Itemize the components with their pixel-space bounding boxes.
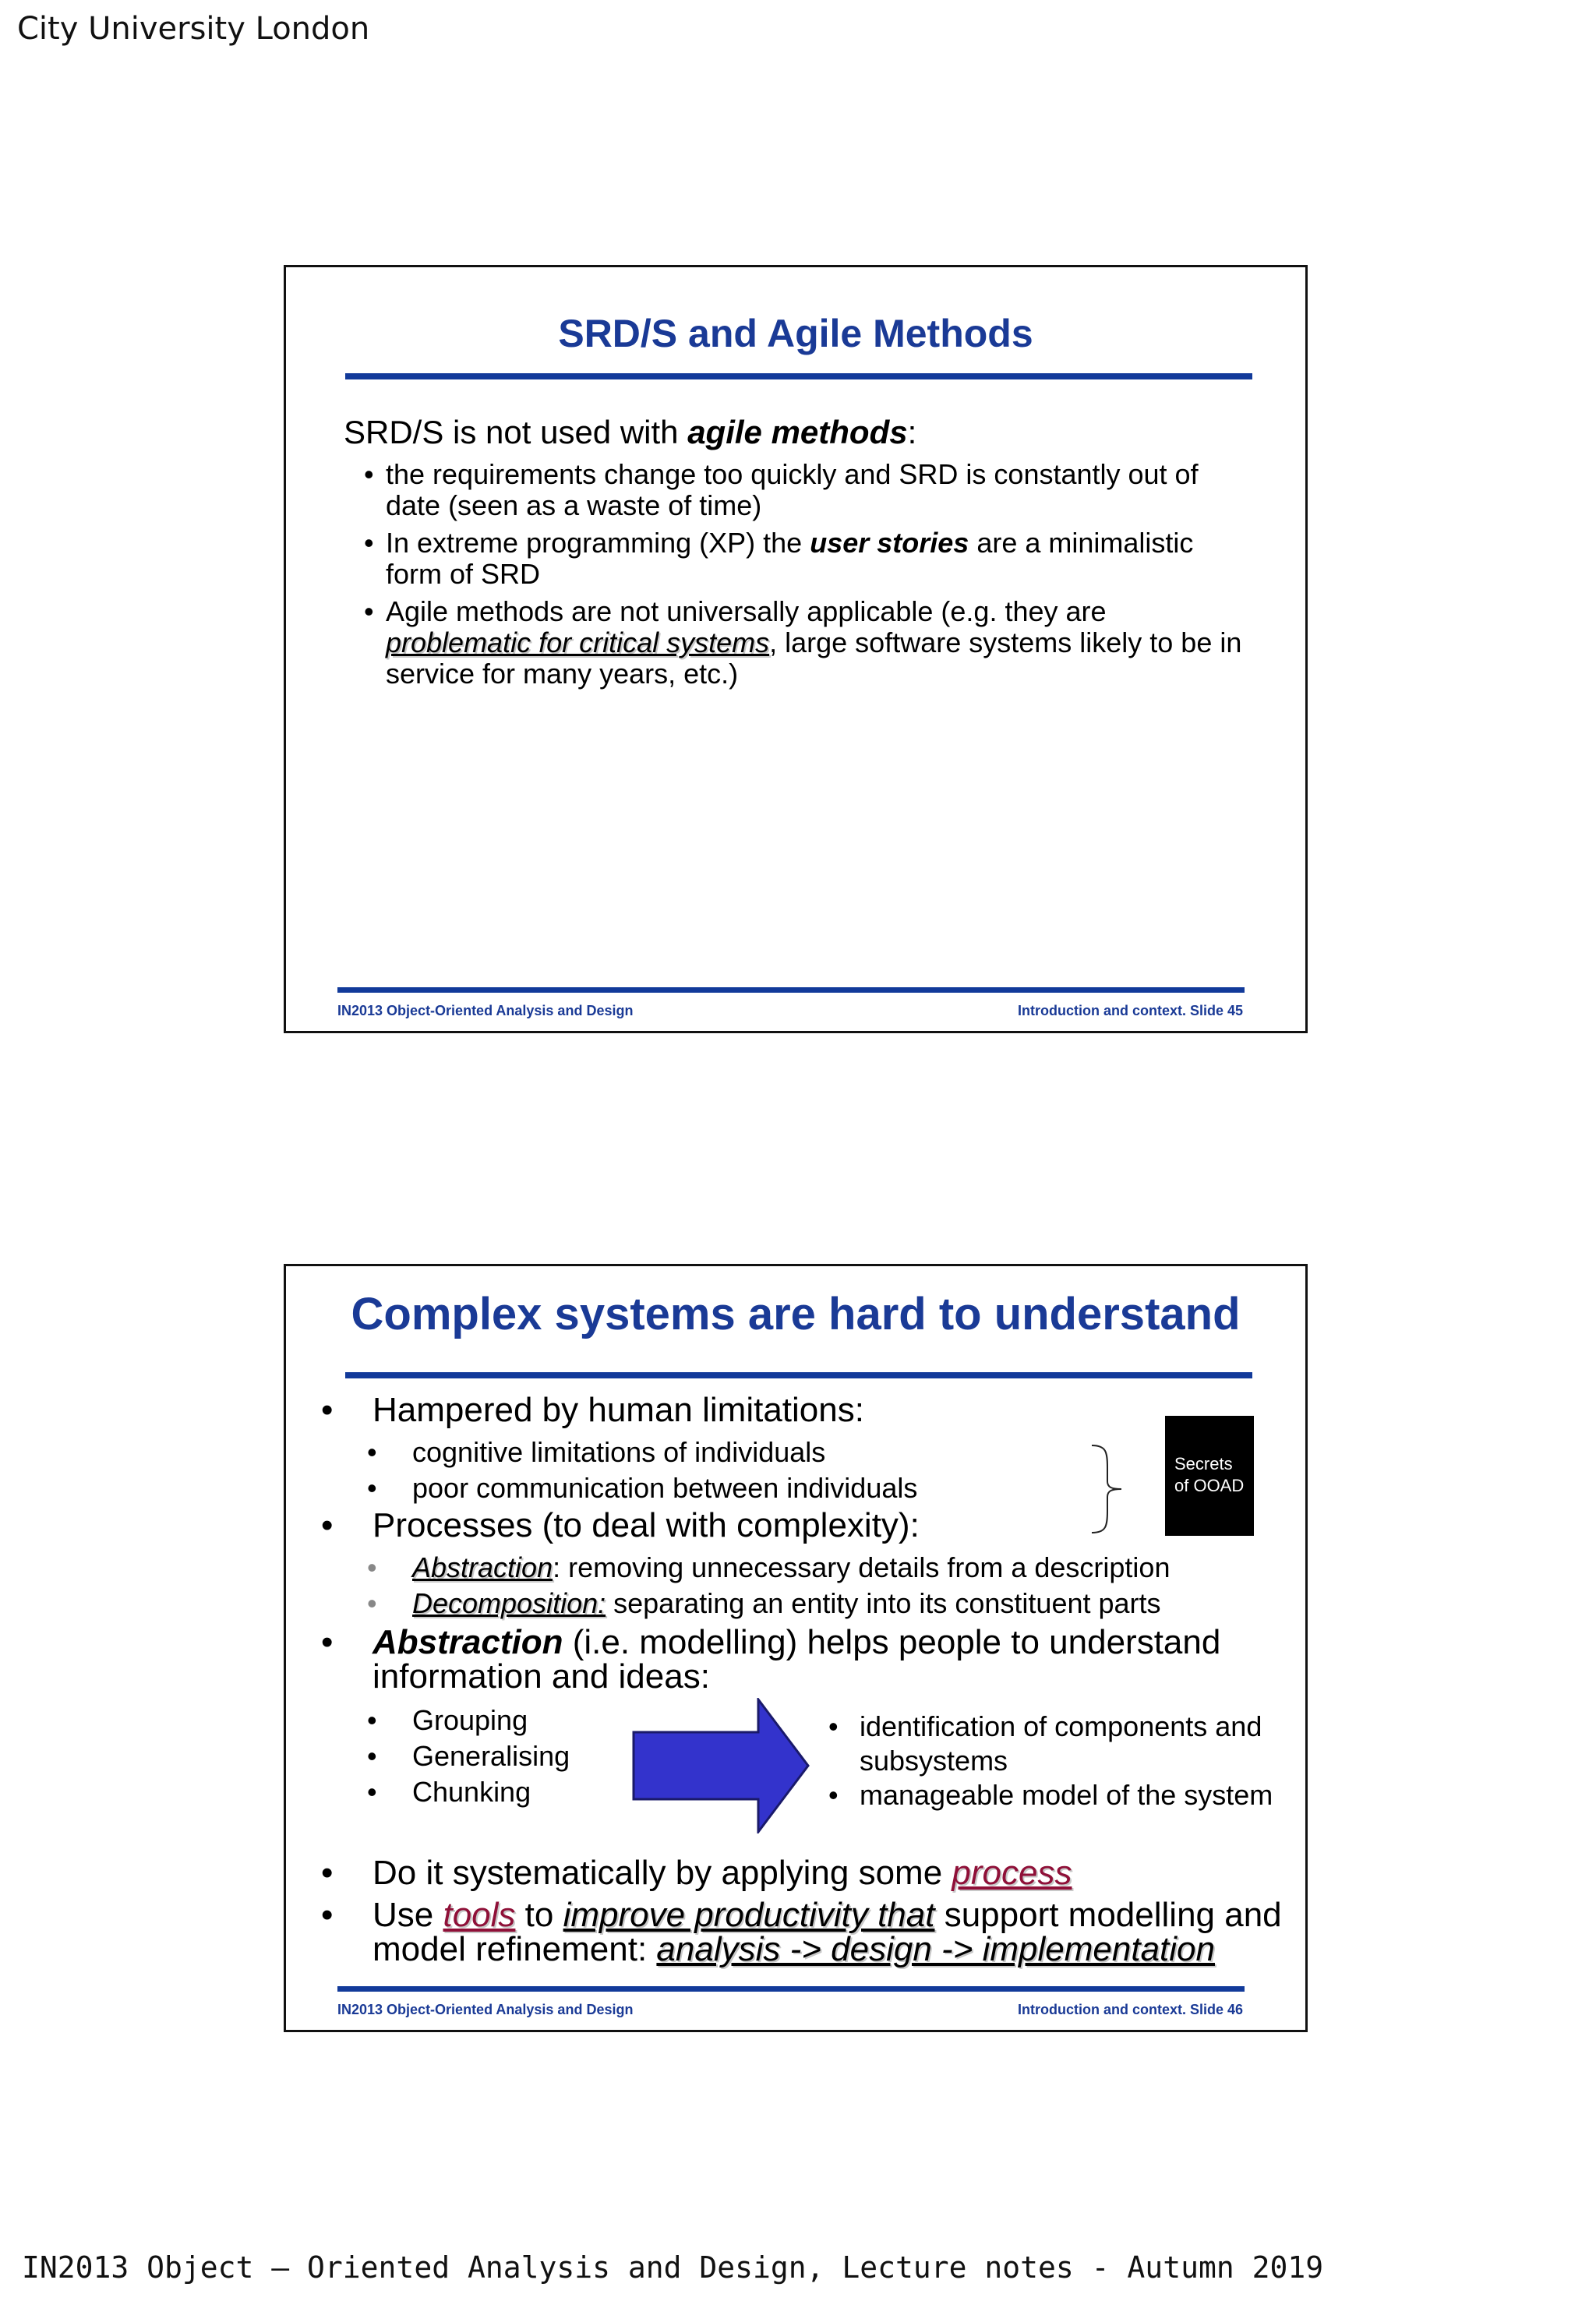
curly-brace-icon bbox=[1089, 1444, 1128, 1534]
bullet-icon: • bbox=[367, 1436, 377, 1468]
page-footer: IN2013 Object – Oriented Analysis and Design, Lecture notes - Autumn 2019 bbox=[22, 2250, 1324, 2285]
bullet-icon: • bbox=[367, 1587, 377, 1619]
title-divider bbox=[345, 373, 1252, 379]
bullet-icon: • bbox=[364, 458, 374, 490]
title-divider bbox=[345, 1372, 1252, 1378]
slide-footer-course: IN2013 Object-Oriented Analysis and Design bbox=[337, 1003, 634, 1018]
footer-divider bbox=[337, 1986, 1245, 1992]
list-item: • Agile methods are not universally applicable (e.g. they are problematic for critical systems, large software systems likely to be in service for many years, etc.) bbox=[364, 595, 1242, 690]
slide-45 bbox=[284, 265, 1308, 1033]
bullet-icon: • bbox=[367, 1551, 377, 1583]
page-header: City University London bbox=[17, 11, 370, 47]
slide-footer-number: Introduction and context. Slide 46 bbox=[1017, 2002, 1243, 2017]
slide-lead-text: SRD/S is not used with agile methods: bbox=[344, 414, 917, 450]
bullet-icon: • bbox=[367, 1740, 377, 1772]
slide-footer-course: IN2013 Object-Oriented Analysis and Design bbox=[337, 2002, 634, 2017]
bullet-icon: • bbox=[367, 1776, 377, 1808]
bullet-icon: • bbox=[364, 527, 374, 559]
slide-footer-number: Introduction and context. Slide 45 bbox=[1017, 1003, 1243, 1018]
secrets-box: Secrets of OOAD bbox=[1165, 1416, 1254, 1536]
bullet-icon: • bbox=[367, 1704, 377, 1736]
footer-divider bbox=[337, 987, 1245, 993]
bullet-icon: • bbox=[321, 1391, 334, 1429]
right-arrow-icon bbox=[632, 1698, 811, 1833]
bullet-icon: • bbox=[828, 1779, 839, 1811]
bullet-icon: • bbox=[367, 1472, 377, 1504]
bullet-list bbox=[364, 459, 1252, 696]
slide-46: Complex systems are hard to understand • Hampered by human limitations: • cognitive limitations of individuals • poor communication between individuals Secrets of OOAD • Processes (to deal with complexity): • Abstraction: removing unnecessary details from a description • Decomposition: separating an entity into its constituent parts • Abstraction (i.e. modelling) helps people to understand information and ideas: • Grouping • Generalising • Chunking • identification of components and subsystems • manageable model of the system • Do it systematically by applying some process • Use tools to improve productivity that support modelling and model refinement: analysis -> design -> implementation IN2013 Object-Oriented Analysis and Design Introduction and context. Slide 46 bbox=[284, 1264, 1308, 2032]
bullet-icon: • bbox=[321, 1854, 334, 1892]
slide-title: SRD/S and Agile Methods bbox=[558, 312, 1033, 355]
list-item: • the requirements change too quickly and SRD is constantly out of date (seen as a waste of time) bbox=[364, 458, 1199, 521]
bullet-icon: • bbox=[828, 1710, 839, 1742]
bullet-icon: • bbox=[364, 595, 374, 627]
bullet-icon: • bbox=[321, 1623, 334, 1661]
slide-title: Complex systems are hard to understand bbox=[351, 1289, 1241, 1339]
bullet-icon: • bbox=[321, 1506, 334, 1544]
list-item: • In extreme programming (XP) the user stories are a minimalistic form of SRD bbox=[364, 527, 1194, 590]
bullet-icon: • bbox=[321, 1896, 334, 1934]
